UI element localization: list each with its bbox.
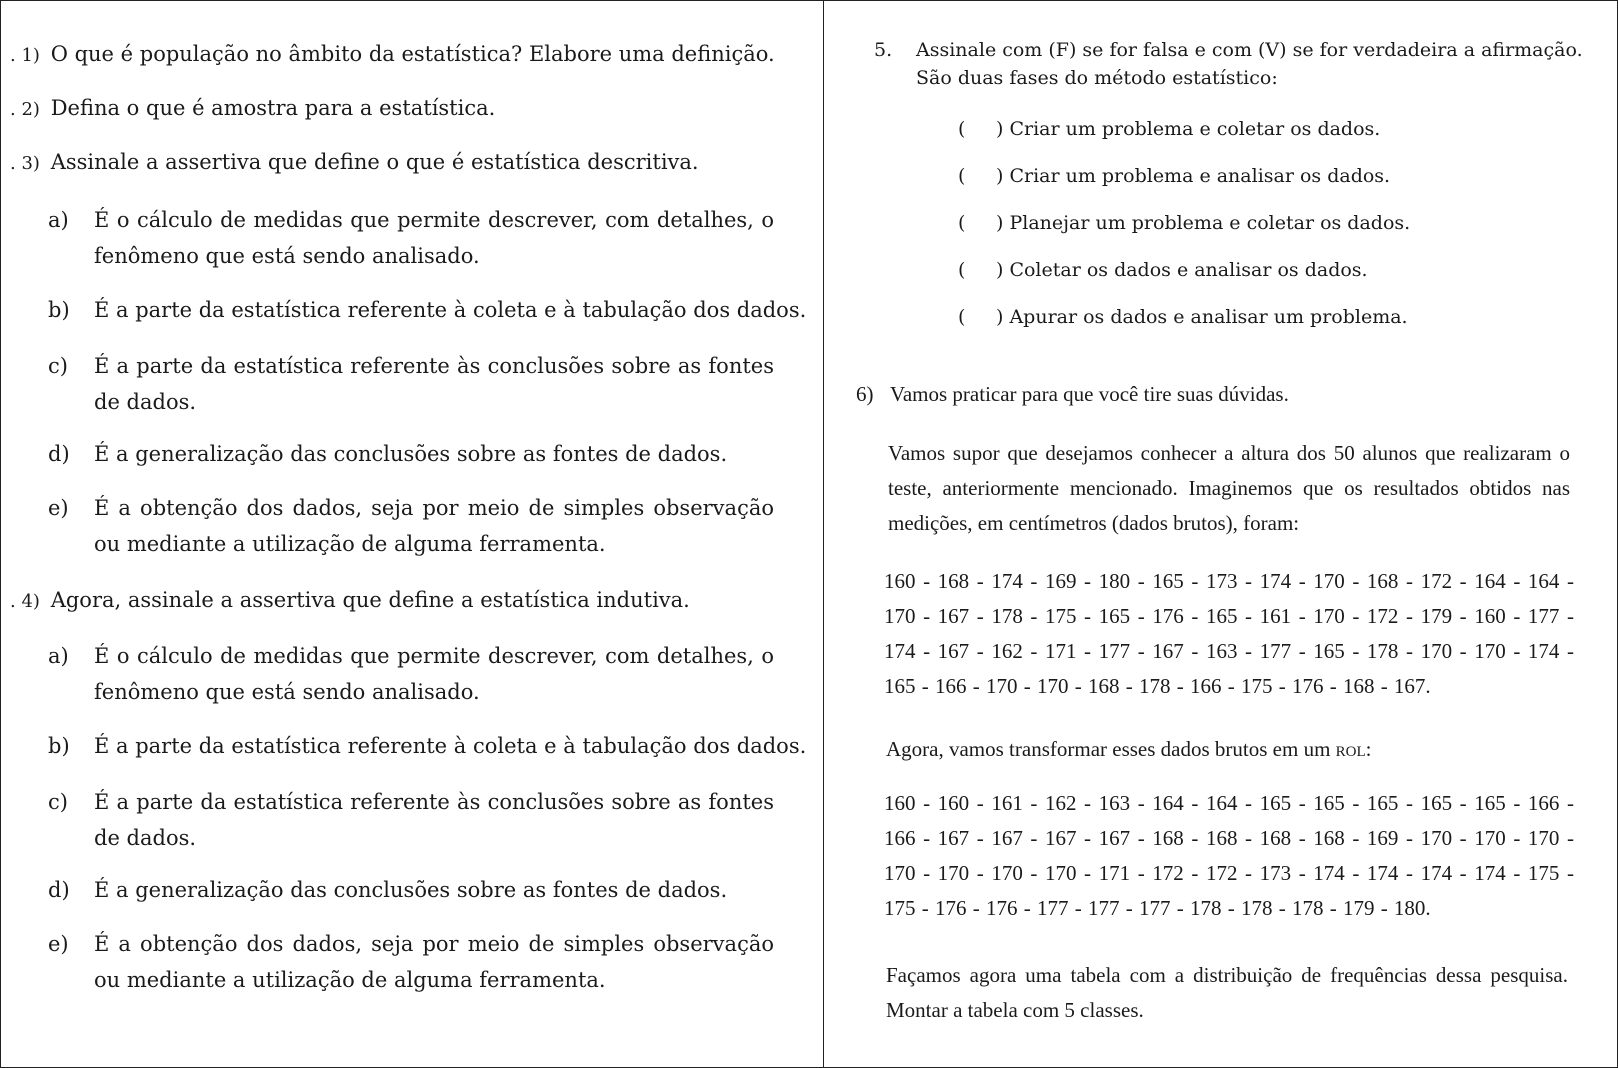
column-divider <box>823 0 824 1068</box>
question-3 <box>10 148 699 178</box>
option-text: É a parte da estatística referente às conclusões sobre as fontes de dados. <box>94 790 774 850</box>
tf-item-text: ) Coletar os dados e analisar os dados. <box>996 259 1368 281</box>
option-letter: b) <box>48 734 70 758</box>
tf-item-text: ) Criar um problema e coletar os dados. <box>996 118 1381 140</box>
q6-intro-paragraph: Vamos supor que desejamos conhecer a altura dos 50 alunos que realizaram o teste, anteriormente mencionado. Imaginemos que os resultados obtidos nas medições, em centímetros (dados brutos), foram: <box>888 441 1570 535</box>
question-1-number: . 1) <box>10 45 40 66</box>
option-letter: c) <box>48 790 68 814</box>
option-letter: d) <box>48 878 70 902</box>
option-letter: b) <box>48 298 70 322</box>
option-letter: a) <box>48 208 69 232</box>
option-text: É a obtenção dos dados, seja por meio de simples observação ou mediante a utilização de alguma ferramenta. <box>94 496 774 556</box>
question-3-number: . 3) <box>10 153 40 174</box>
option-letter: e) <box>48 496 69 520</box>
question-5-text: Assinale com (F) se for falsa e com (V) se for verdadeira a afirmação. São duas fases do método estatístico: <box>916 39 1583 89</box>
option-text: É a generalização das conclusões sobre as fontes de dados. <box>94 878 728 902</box>
tf-item[interactable] <box>958 116 1380 142</box>
rol-intro-text: Agora, vamos transformar esses dados brutos em um <box>886 737 1331 761</box>
question-4 <box>10 586 690 616</box>
question-6-number: 6) <box>856 382 874 406</box>
option-letter: a) <box>48 644 69 668</box>
tf-item-text: ) Planejar um problema e coletar os dados. <box>996 212 1411 234</box>
option-text: É o cálculo de medidas que permite descrever, com detalhes, o fenômeno que está sendo analisado. <box>94 208 774 268</box>
option-letter: e) <box>48 932 69 956</box>
answer-blank[interactable]: ( <box>958 165 966 187</box>
question-4-number: . 4) <box>10 591 40 612</box>
option-text: É a generalização das conclusões sobre as fontes de dados. <box>94 442 728 466</box>
tf-item-text: ) Apurar os dados e analisar um problema. <box>996 306 1408 328</box>
question-5-number: 5. <box>874 39 893 61</box>
rol-data-list: 160 - 160 - 161 - 162 - 163 - 164 - 164 - 165 - 165 - 165 - 165 - 165 - 166 - 166 - 167 - 167 - 167 - 167 - 168 - 168 - 168 - 168 - 169 - 170 - 170 - 170 - 170 - 170 - 170 - 170 - 171 - 172 - 172 - 173 - 174 - 174 - 174 - 174 - 175 - 175 - 176 - 176 - 177 - 177 - 177 - 178 - 178 - 178 - 179 - 180. <box>884 791 1574 920</box>
question-6-text: Vamos praticar para que você tire suas dúvidas. <box>890 382 1289 406</box>
question-2 <box>10 94 495 124</box>
answer-blank[interactable]: ( <box>958 118 966 140</box>
question-6 <box>856 380 1289 408</box>
option-text: É a parte da estatística referente à coleta e à tabulação dos dados. <box>94 298 807 322</box>
option-text: É a parte da estatística referente às conclusões sobre as fontes de dados. <box>94 354 774 414</box>
rol-colon: : <box>1365 737 1372 761</box>
tf-item[interactable] <box>958 257 1368 283</box>
answer-blank[interactable]: ( <box>958 212 966 234</box>
question-1-text: O que é população no âmbito da estatística? Elabore uma definição. <box>50 42 775 66</box>
question-3-text: Assinale a assertiva que define o que é estatística descritiva. <box>50 150 699 174</box>
option-text: É a obtenção dos dados, seja por meio de simples observação ou mediante a utilização de alguma ferramenta. <box>94 932 774 992</box>
tf-item[interactable] <box>958 210 1410 236</box>
answer-blank[interactable]: ( <box>958 306 966 328</box>
rol-intro <box>886 732 1568 767</box>
tf-item[interactable] <box>958 304 1408 330</box>
option-letter: d) <box>48 442 70 466</box>
question-2-number: . 2) <box>10 99 40 120</box>
question-4-text: Agora, assinale a assertiva que define a estatística indutiva. <box>50 588 690 612</box>
option-text: É o cálculo de medidas que permite descrever, com detalhes, o fenômeno que está sendo analisado. <box>94 644 774 704</box>
question-1 <box>10 40 775 70</box>
rol-term: rol <box>1335 737 1366 761</box>
q6-final-instruction: Façamos agora uma tabela com a distribuição de frequências dessa pesquisa. Montar a tabela com 5 classes. <box>886 963 1568 1022</box>
tf-item-text: ) Criar um problema e analisar os dados. <box>996 165 1391 187</box>
option-text: É a parte da estatística referente à coleta e à tabulação dos dados. <box>94 734 807 758</box>
question-2-text: Defina o que é amostra para a estatística. <box>50 96 496 120</box>
tf-item[interactable] <box>958 163 1390 189</box>
raw-data-list: 160 - 168 - 174 - 169 - 180 - 165 - 173 - 174 - 170 - 168 - 172 - 164 - 164 - 170 - 167 - 178 - 175 - 165 - 176 - 165 - 161 - 170 - 172 - 179 - 160 - 177 - 174 - 167 - 162 - 171 - 177 - 167 - 163 - 177 - 165 - 178 - 170 - 170 - 174 - 165 - 166 - 170 - 170 - 168 - 178 - 166 - 175 - 176 - 168 - 167. <box>884 569 1574 698</box>
option-letter: c) <box>48 354 68 378</box>
answer-blank[interactable]: ( <box>958 259 966 281</box>
